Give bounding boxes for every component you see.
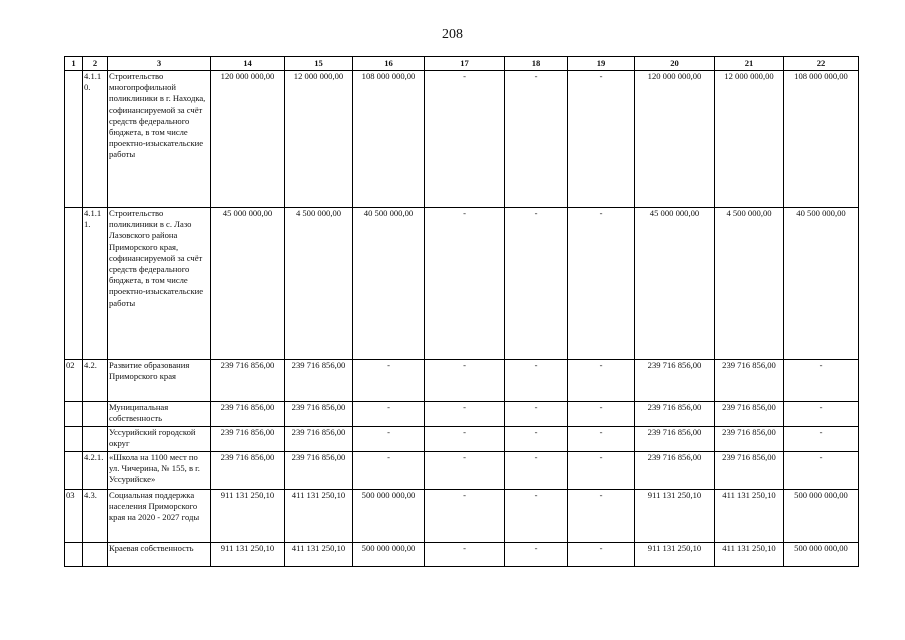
value-cell: 500 000 000,00 (784, 490, 859, 543)
row-number-cell (83, 543, 108, 567)
header-cell: 3 (108, 57, 211, 71)
table-row (65, 543, 859, 567)
header-cell: 22 (784, 57, 859, 71)
table-row (65, 71, 859, 208)
value-cell: 12 000 000,00 (715, 71, 784, 208)
value-cell: 911 131 250,10 (211, 490, 285, 543)
value-cell: 12 000 000,00 (285, 71, 353, 208)
header-cell: 2 (83, 57, 108, 71)
value-cell: 45 000 000,00 (211, 208, 285, 360)
value-cell: - (505, 360, 568, 402)
row-name-cell: Строительство поликлиники в с. Лазо Лазовского района Приморского края, софинансируемой за счёт средств федерального бюджета, в том числе проектно-изыскательские работы (108, 208, 211, 360)
row-code-cell: 03 (65, 490, 83, 543)
table-row (65, 427, 859, 452)
value-cell: 911 131 250,10 (211, 543, 285, 567)
table-row (65, 208, 859, 360)
value-cell: - (505, 490, 568, 543)
header-cell: 14 (211, 57, 285, 71)
value-cell: - (425, 543, 505, 567)
value-cell: 500 000 000,00 (784, 543, 859, 567)
value-cell: - (568, 490, 635, 543)
value-cell: 411 131 250,10 (715, 543, 784, 567)
value-cell: - (353, 427, 425, 452)
value-cell: 239 716 856,00 (211, 427, 285, 452)
value-cell: - (784, 427, 859, 452)
row-name-cell: «Школа на 1100 мест по ул. Чичерина, № 155, в г. Уссурийске» (108, 452, 211, 490)
header-cell: 20 (635, 57, 715, 71)
value-cell: - (505, 452, 568, 490)
value-cell: 239 716 856,00 (635, 360, 715, 402)
value-cell: 239 716 856,00 (715, 360, 784, 402)
value-cell: - (505, 427, 568, 452)
value-cell: - (568, 543, 635, 567)
value-cell: 239 716 856,00 (211, 360, 285, 402)
value-cell: - (353, 452, 425, 490)
value-cell: 411 131 250,10 (715, 490, 784, 543)
value-cell: 239 716 856,00 (635, 427, 715, 452)
value-cell: 500 000 000,00 (353, 543, 425, 567)
value-cell: 239 716 856,00 (285, 402, 353, 427)
value-cell: - (353, 402, 425, 427)
header-cell: 21 (715, 57, 784, 71)
value-cell: - (568, 452, 635, 490)
header-cell: 17 (425, 57, 505, 71)
row-number-cell: 4.3. (83, 490, 108, 543)
value-cell: - (568, 427, 635, 452)
row-name-cell: Краевая собственность (108, 543, 211, 567)
value-cell: 239 716 856,00 (285, 427, 353, 452)
value-cell: 500 000 000,00 (353, 490, 425, 543)
value-cell: 4 500 000,00 (715, 208, 784, 360)
table-row (65, 452, 859, 490)
value-cell: 239 716 856,00 (715, 427, 784, 452)
value-cell: 239 716 856,00 (211, 452, 285, 490)
value-cell: - (568, 71, 635, 208)
row-code-cell (65, 402, 83, 427)
row-name-cell: Социальная поддержка населения Приморского края на 2020 - 2027 годы (108, 490, 211, 543)
value-cell: 108 000 000,00 (784, 71, 859, 208)
row-number-cell: 4.1.1 1. (83, 208, 108, 360)
row-number-cell: 4.2.1. (83, 452, 108, 490)
row-name-cell: Строительство многопрофильной поликлиники в г. Находка, софинансируемой за счёт средств федерального бюджета, в том числе проектно-изыскательские работы (108, 71, 211, 208)
value-cell: 40 500 000,00 (353, 208, 425, 360)
row-name-cell: Уссурийский городской округ (108, 427, 211, 452)
value-cell: - (425, 208, 505, 360)
value-cell: 411 131 250,10 (285, 490, 353, 543)
value-cell: 411 131 250,10 (285, 543, 353, 567)
header-cell: 15 (285, 57, 353, 71)
value-cell: - (505, 402, 568, 427)
row-number-cell (83, 402, 108, 427)
value-cell: 239 716 856,00 (285, 452, 353, 490)
value-cell: - (425, 402, 505, 427)
row-code-cell (65, 452, 83, 490)
header-cell: 16 (353, 57, 425, 71)
value-cell: - (568, 208, 635, 360)
budget-table (64, 56, 859, 567)
row-code-cell: 02 (65, 360, 83, 402)
row-number-cell: 4.1.1 0. (83, 71, 108, 208)
row-code-cell (65, 543, 83, 567)
row-number-cell: 4.2. (83, 360, 108, 402)
table-row (65, 490, 859, 543)
value-cell: 108 000 000,00 (353, 71, 425, 208)
value-cell: 911 131 250,10 (635, 543, 715, 567)
header-cell: 1 (65, 57, 83, 71)
value-cell: 911 131 250,10 (635, 490, 715, 543)
value-cell: 4 500 000,00 (285, 208, 353, 360)
value-cell: 45 000 000,00 (635, 208, 715, 360)
value-cell: - (568, 360, 635, 402)
table-row (65, 402, 859, 427)
header-cell: 19 (568, 57, 635, 71)
value-cell: 239 716 856,00 (715, 402, 784, 427)
value-cell: 239 716 856,00 (635, 452, 715, 490)
header-row (65, 57, 859, 71)
value-cell: - (425, 71, 505, 208)
value-cell: 239 716 856,00 (715, 452, 784, 490)
value-cell: - (425, 360, 505, 402)
value-cell: 40 500 000,00 (784, 208, 859, 360)
value-cell: 120 000 000,00 (635, 71, 715, 208)
value-cell: 120 000 000,00 (211, 71, 285, 208)
row-code-cell (65, 71, 83, 208)
header-cell: 18 (505, 57, 568, 71)
value-cell: - (425, 490, 505, 543)
row-name-cell: Развитие образования Приморского края (108, 360, 211, 402)
value-cell: - (784, 452, 859, 490)
value-cell: 239 716 856,00 (635, 402, 715, 427)
page-number: 208 (442, 27, 463, 42)
table-row (65, 360, 859, 402)
value-cell: 239 716 856,00 (211, 402, 285, 427)
row-code-cell (65, 427, 83, 452)
value-cell: - (353, 360, 425, 402)
value-cell: - (425, 427, 505, 452)
row-code-cell (65, 208, 83, 360)
value-cell: - (505, 71, 568, 208)
value-cell: - (505, 208, 568, 360)
value-cell: - (568, 402, 635, 427)
value-cell: - (784, 360, 859, 402)
value-cell: - (505, 543, 568, 567)
row-name-cell: Муниципальная собственность (108, 402, 211, 427)
value-cell: - (784, 402, 859, 427)
value-cell: - (425, 452, 505, 490)
value-cell: 239 716 856,00 (285, 360, 353, 402)
row-number-cell (83, 427, 108, 452)
